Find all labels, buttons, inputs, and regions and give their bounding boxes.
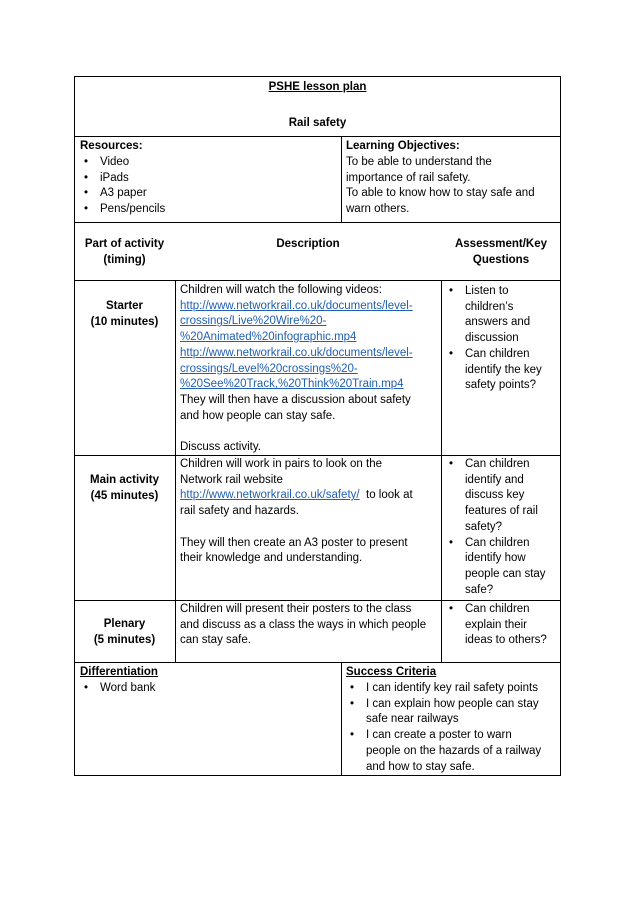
bullet-icon: • bbox=[350, 729, 355, 742]
video-link[interactable]: http://www.networkrail.co.uk/documents/level- bbox=[180, 346, 413, 359]
divider bbox=[74, 136, 561, 137]
bullet-icon: • bbox=[449, 536, 454, 549]
divider bbox=[74, 662, 561, 663]
bullet-icon: • bbox=[449, 458, 454, 470]
bullet-icon: • bbox=[449, 347, 454, 360]
success-criteria-heading: Success Criteria bbox=[346, 666, 437, 678]
list-item: • I can identify key rail safety points bbox=[346, 681, 541, 697]
divider bbox=[74, 280, 561, 281]
list-item: • Can children explain their ideas to others? bbox=[449, 603, 547, 647]
bullet-icon: • bbox=[350, 682, 355, 694]
divider bbox=[74, 600, 561, 601]
header-assessment: Assessment/Key Questions bbox=[454, 238, 548, 266]
bullet-icon: • bbox=[84, 156, 89, 168]
differentiation-heading: Differentiation bbox=[80, 666, 158, 678]
bullet-icon: • bbox=[449, 603, 454, 615]
differentiation-list bbox=[80, 681, 155, 697]
objectives-heading: Learning Objectives: bbox=[346, 140, 460, 152]
list-item: • I can create a poster to warn people on the hazards of a railway and how to stay safe. bbox=[350, 729, 542, 773]
website-link[interactable]: http://www.networkrail.co.uk/safety/ bbox=[180, 489, 360, 502]
divider bbox=[74, 222, 561, 223]
list-item: • Can children identify and discuss key features of rail safety? bbox=[449, 458, 538, 533]
list-item: • Can children identify how people can stay safe? bbox=[449, 536, 546, 596]
resources-list bbox=[80, 155, 165, 218]
bullet-icon: • bbox=[350, 697, 355, 710]
bullet-icon: • bbox=[84, 171, 89, 184]
header-description: Description bbox=[276, 238, 340, 250]
list-item: • Can children identify the key safety points? bbox=[449, 347, 542, 392]
part-plenary: Plenary (5 minutes) bbox=[93, 618, 156, 646]
bullet-icon: • bbox=[449, 285, 454, 297]
list-item: • Pens/pencils bbox=[80, 202, 165, 218]
assessment-main-activity bbox=[445, 457, 546, 598]
list-item: • iPads bbox=[80, 171, 165, 187]
objectives-text: To be able to understand the importance of rail safety. To able to know how to stay safe and warn others. bbox=[346, 156, 535, 216]
part-main-activity: Main activity (45 minutes) bbox=[89, 474, 160, 502]
divider bbox=[341, 662, 342, 776]
description-plenary: Children will present their posters to the class and discuss as a class the ways in which people can stay safe. bbox=[180, 603, 427, 647]
bullet-icon: • bbox=[84, 203, 89, 216]
video-link[interactable]: %20Animated%20infographic.mp4 bbox=[180, 331, 357, 344]
list-item: • Video bbox=[80, 155, 165, 171]
video-link[interactable]: crossings/Live%20Wire%20- bbox=[180, 315, 327, 328]
list-item: • Listen to children’s answers and discussion bbox=[449, 285, 531, 345]
divider bbox=[175, 280, 176, 663]
page-title: PSHE lesson plan bbox=[268, 81, 367, 93]
resources-heading: Resources: bbox=[80, 140, 143, 152]
success-criteria-list bbox=[346, 681, 541, 775]
list-item: • A3 paper bbox=[80, 186, 165, 202]
divider bbox=[341, 136, 342, 223]
bullet-icon: • bbox=[84, 682, 89, 694]
assessment-plenary bbox=[445, 602, 547, 649]
list-item: • Word bank bbox=[80, 681, 155, 697]
list-item: • I can explain how people can stay safe near railways bbox=[350, 697, 539, 726]
assessment-starter bbox=[445, 284, 542, 394]
bullet-icon: • bbox=[84, 187, 89, 200]
header-part-of-activity: Part of activity (timing) bbox=[84, 238, 165, 266]
video-link[interactable]: %20See%20Track,%20Think%20Train.mp4 bbox=[180, 378, 404, 391]
video-link[interactable]: crossings/Level%20crossings%20- bbox=[180, 362, 358, 375]
description-starter: Children will watch the following videos: http://www.networkrail.co.uk/documents/level- crossings/Live%20Wire%20- %20Animated%20infographic.mp4 http://www.networkrail.co.uk/documents/level- crossings/Level%20crossings%20- %20See%20Track,%20Think%20Train.mp4 They will then have a discussion about safety and how people can stay safe. Discuss activity. bbox=[180, 284, 413, 454]
divider bbox=[441, 280, 442, 663]
video-link[interactable]: http://www.networkrail.co.uk/documents/level- bbox=[180, 299, 413, 312]
part-starter: Starter (10 minutes) bbox=[90, 300, 159, 328]
description-main-activity: Children will work in pairs to look on the Network rail website http://www.networkrail.co.uk/safety/ to look at rail safety and hazards. They will then create an A3 poster to present their knowledge and understanding. bbox=[180, 458, 413, 565]
page-subtitle: Rail safety bbox=[288, 117, 347, 129]
